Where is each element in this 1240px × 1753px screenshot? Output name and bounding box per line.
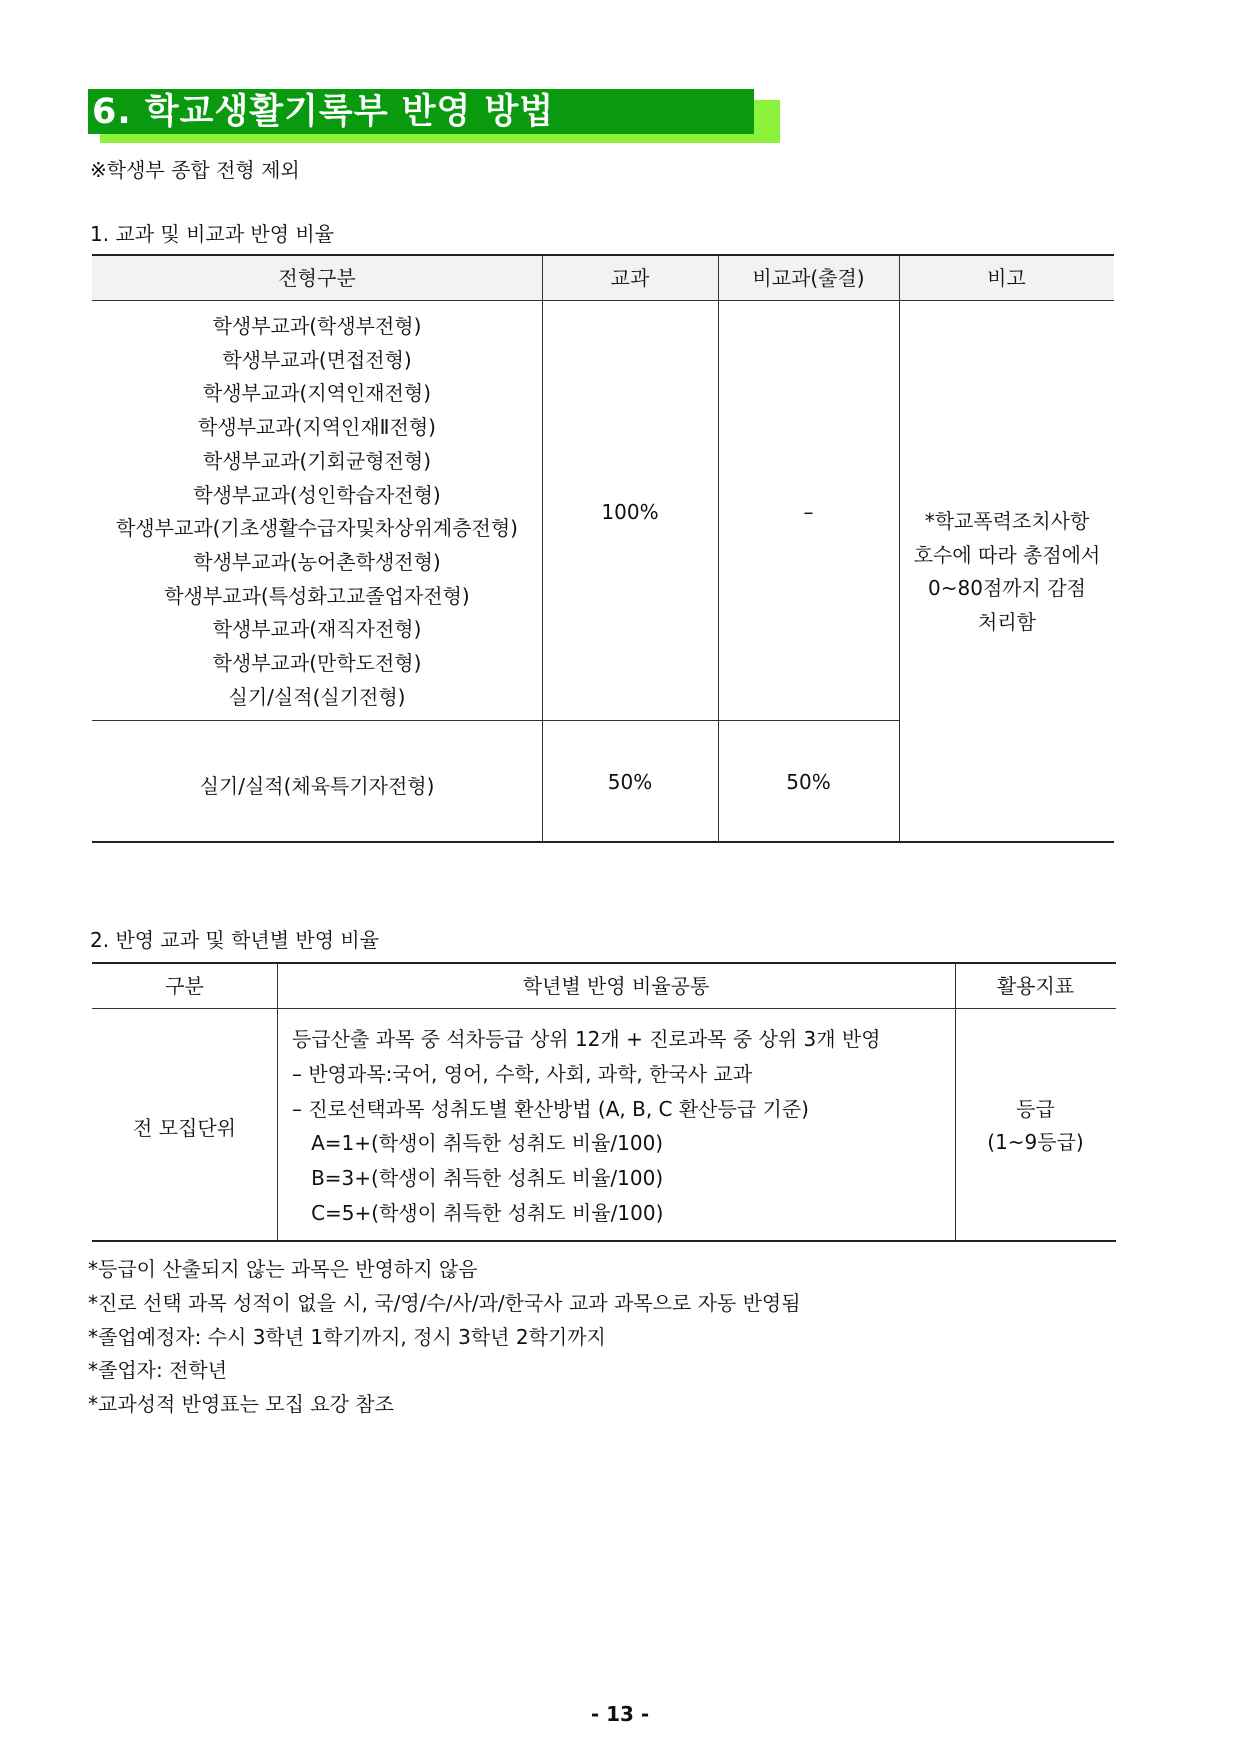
content-line: B=3+(학생이 취득한 성취도 비율/100)	[292, 1166, 664, 1191]
content-line: – 진로선택과목 성취도별 환산방법 (A, B, C 환산등급 기준)	[292, 1096, 809, 1121]
table1-group2-type: 실기/실적(체육특기자전형)	[199, 774, 435, 798]
list-item: 학생부교과(농어촌학생전형)	[193, 549, 441, 574]
footnote: *졸업예정자: 수시 3학년 1학기까지, 정시 3학년 2학기까지	[88, 1324, 606, 1349]
table1-header-type: 전형구분	[278, 266, 356, 290]
content-line: C=5+(학생이 취득한 성취도 비율/100)	[292, 1200, 664, 1225]
list-item: 학생부교과(특성화고교졸업자전형)	[164, 583, 470, 608]
remark-line: 0~80점까지 감점	[928, 576, 1086, 600]
list-item: 학생부교과(지역인재Ⅱ전형)	[198, 415, 436, 440]
page-title: 6. 학교생활기록부 반영 방법	[92, 92, 555, 132]
table1-bottom-border	[92, 841, 1114, 843]
table1-vline-1	[542, 256, 543, 841]
table1-header-remark: 비고	[987, 266, 1026, 290]
list-item: 학생부교과(재직자전형)	[212, 617, 422, 642]
table1-admission-type-list	[92, 310, 542, 714]
remark-line: 호수에 따라 총점에서	[913, 542, 1101, 567]
list-item: 학생부교과(만학도전형)	[212, 651, 422, 676]
footnote: *졸업자: 전학년	[88, 1358, 228, 1383]
footnote: *진로 선택 과목 성적이 없을 시, 국/영/수/사/과/한국사 교과 과목으로 자동 반영됨	[88, 1290, 801, 1315]
table1-group1-subject: 100%	[601, 500, 659, 524]
table1-remark	[900, 505, 1114, 639]
section2-heading: 2. 반영 교과 및 학년별 반영 비율	[90, 928, 380, 952]
table2-indicator	[955, 1093, 1116, 1159]
table1-group1-non-subject: –	[803, 500, 814, 524]
list-item: 학생부교과(지역인재전형)	[202, 381, 432, 406]
list-item: 실기/실적(실기전형)	[228, 684, 406, 709]
content-line: 등급산출 과목 중 석차등급 상위 12개 + 진로과목 중 상위 3개 반영	[292, 1027, 881, 1051]
table2-content	[292, 1022, 881, 1231]
list-item: 학생부교과(기회균형전형)	[202, 448, 432, 473]
table2-header-category: 구분	[165, 974, 204, 998]
table2-category: 전 모집단위	[133, 1116, 236, 1140]
page-number: - 13 -	[590, 1702, 650, 1726]
table1-row-divider	[92, 720, 899, 721]
indicator-line: 등급	[1016, 1097, 1055, 1121]
table1-header-divider	[92, 300, 1114, 301]
content-line: A=1+(학생이 취득한 성취도 비율/100)	[292, 1131, 664, 1156]
content-line: – 반영과목:국어, 영어, 수학, 사회, 과학, 한국사 교과	[292, 1061, 753, 1086]
footnotes	[88, 1253, 801, 1422]
list-item: 학생부교과(기초생활수급자및차상위계층전형)	[115, 516, 518, 541]
table1-group2-non-subject: 50%	[786, 770, 831, 794]
section1-heading: 1. 교과 및 비교과 반영 비율	[90, 222, 335, 246]
footnote: *교과성적 반영표는 모집 요강 참조	[88, 1392, 394, 1417]
exclusion-note: ※학생부 종합 전형 제외	[90, 158, 300, 182]
table1-header-non-subject: 비교과(출결)	[752, 266, 865, 290]
list-item: 학생부교과(면접전형)	[222, 347, 412, 372]
indicator-line: (1~9등급)	[987, 1130, 1084, 1154]
remark-line: *학교폭력조치사항	[924, 509, 1090, 533]
table1-group2-subject: 50%	[607, 770, 653, 794]
footnote: *등급이 산출되지 않는 과목은 반영하지 않음	[88, 1257, 478, 1281]
table2-header-indicator: 활용지표	[996, 974, 1075, 998]
table2-bottom-border	[92, 1240, 1116, 1242]
list-item: 학생부교과(학생부전형)	[212, 314, 422, 338]
table2-header-ratio: 학년별 반영 비율공통	[522, 974, 710, 998]
table1-header-subject: 교과	[610, 266, 650, 290]
table1-vline-2	[718, 256, 719, 841]
remark-line: 처리함	[978, 609, 1036, 634]
list-item: 학생부교과(성인학습자전형)	[193, 482, 441, 507]
